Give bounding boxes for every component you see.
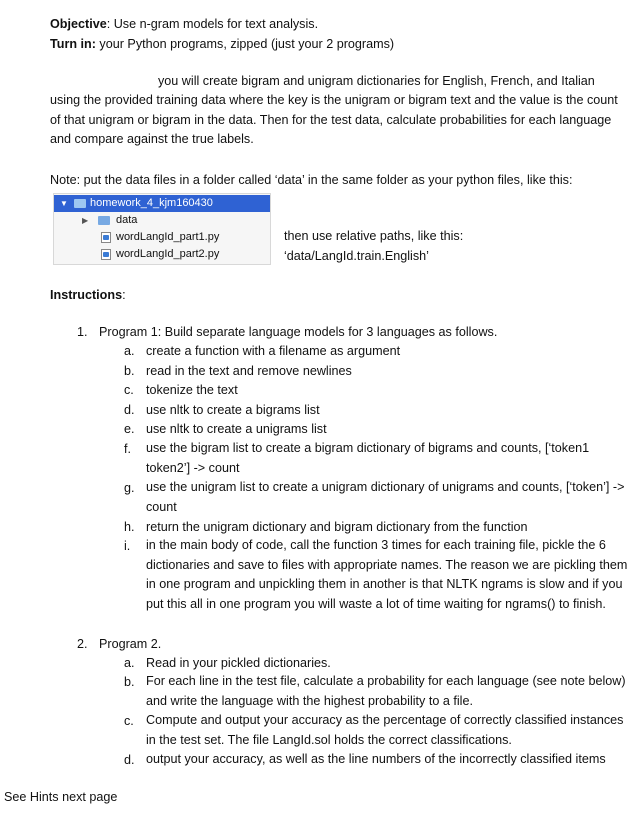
relative-paths-line1: then use relative paths, like this: [284,229,464,243]
p2-item-letter: d. [124,753,135,767]
file-tree [53,193,271,265]
p1-item-text: use nltk to create a bigrams list [146,403,320,417]
folder-icon [98,216,110,225]
p2-item-text: Compute and output your accuracy as the percentage of correctly classified instances in the test set. The file LangId.sol holds the correct classifications. [146,713,624,747]
python-file-icon [101,232,111,243]
p1-item-letter: h. [124,520,135,534]
footer-hint: See Hints next page [4,790,118,804]
p2-item-letter: c. [124,714,134,728]
program2-number: 2. [77,637,88,651]
tree-file1-label: wordLangId_part1.py [116,231,220,243]
p1-item-letter: f. [124,442,131,456]
p1-item-letter: b. [124,364,135,378]
p1-item-text: read in the text and remove newlines [146,364,352,378]
python-file-icon [101,249,111,260]
p2-item-text: Read in your pickled dictionaries. [146,656,331,670]
relative-paths-line2: ‘data/LangId.train.English’ [284,249,429,263]
tree-row-file2[interactable] [54,246,270,263]
p2-item-letter: a. [124,656,135,670]
tree-row-data[interactable] [54,212,270,229]
tree-file2-label: wordLangId_part2.py [116,248,220,260]
collapsed-arrow-icon: ▶ [82,216,89,225]
p1-item-text: use the bigram list to create a bigram dictionary of bigrams and counts, [‘token1 token2’] -> count [146,441,590,475]
p1-item-letter: e. [124,422,135,436]
program1-title: Program 1: Build separate language models for 3 languages as follows. [99,325,498,339]
p1-item-text: return the unigram dictionary and bigram dictionary from the function [146,520,528,534]
p1-item-text: tokenize the text [146,383,238,397]
intro-first-line: you will create bigram and unigram dictionaries for English, French, and Italian [158,74,595,88]
p1-item-text: in the main body of code, call the function 3 times for each training file, pickle the 6 dictionaries and save to files with appropriate names. The reason we are pickling them in one program and unpickling them in another is that NLTK ngrams is slow and if you put this all in one program you will waste a lot of time waiting for ngrams() to finish. [146,538,628,611]
program2-title: Program 2. [99,637,162,651]
p1-item-letter: d. [124,403,135,417]
tree-row-file1[interactable] [54,229,270,246]
p2-item-letter: b. [124,675,135,689]
turnin-text: your Python programs, zipped (just your 2 programs) [95,37,395,51]
turnin-label: Turn in: [50,37,96,51]
p1-item-text: use the unigram list to create a unigram dictionary of unigrams and counts, [‘token’] -> count [146,480,625,514]
tree-root-label: homework_4_kjm160430 [90,197,213,209]
folder-icon [74,199,86,208]
program1-number: 1. [77,325,88,339]
p1-item-letter: g. [124,481,135,495]
intro-paragraph: using the provided training data where the key is the unigram or bigram text and the value is the count of that unigram or bigram in the data. Then for the test data, calculate probabilities for each language and compare against the true labels. [50,93,618,147]
p1-item-text: create a function with a filename as argument [146,344,401,358]
instructions-label: Instructions [50,288,123,302]
p2-item-text: output your accuracy, as well as the line numbers of the incorrectly classified items [146,752,606,766]
p2-item-text: For each line in the test file, calculate a probability for each language (see note below) and write the language with the highest probability to a file. [146,674,626,708]
p1-item-letter: a. [124,344,135,358]
instructions-heading: Instructions: [50,288,126,302]
p1-item-text: use nltk to create a unigrams list [146,422,327,436]
p1-item-letter: i. [124,539,131,553]
turnin-line [50,36,394,52]
tree-folder-label: data [116,214,138,226]
objective-label: Objective [50,17,107,31]
p1-item-letter: c. [124,383,134,397]
objective-line [50,16,318,32]
tree-row-root[interactable] [54,195,270,212]
note-text: Note: put the data files in a folder called ‘data’ in the same folder as your python files, like this: [50,173,573,187]
expanded-arrow-icon: ▼ [60,199,68,208]
objective-text: : Use n-gram models for text analysis. [106,17,319,31]
